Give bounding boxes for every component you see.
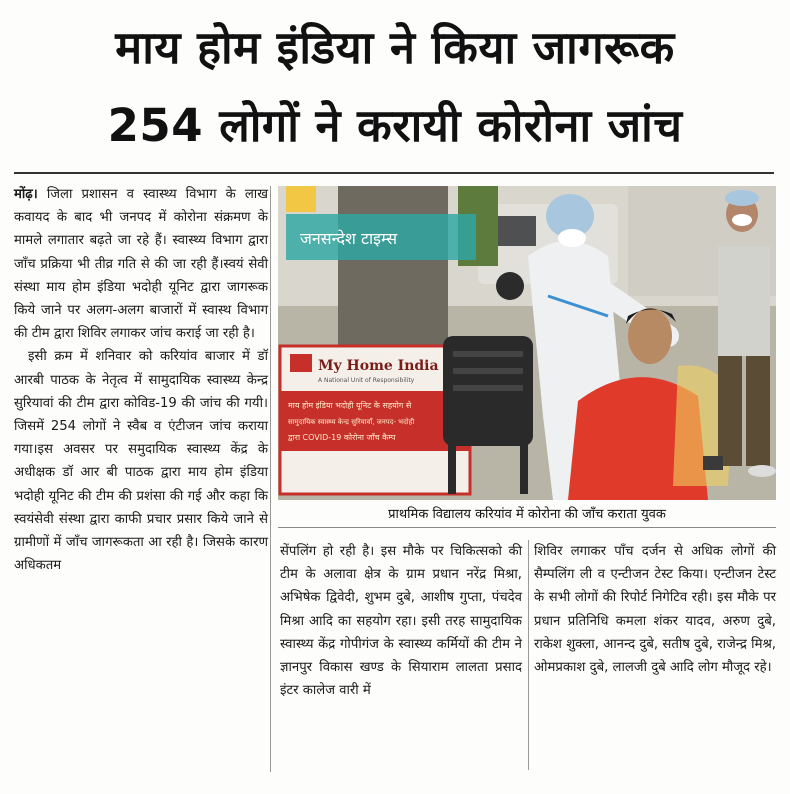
staff-shirt [718, 246, 770, 356]
banner-line-3: द्वारा COVID-19 कोरोना जाँच कैम्प [288, 433, 396, 442]
banner-line-1: माय होम इंडिया भदोही यूनिट के सहयोग से [288, 401, 412, 410]
dateline: मोंढ़। [14, 187, 38, 202]
headline-line-2: 254 लोगों ने करायी कोरोना जांच [107, 99, 683, 152]
article-paragraph-3: सेंपलिंग हो रही है। इस मौके पर चिकित्सको की टीम के अलावा क्षेत्र के ग्राम प्रधान नरेंद्र मिश्रा, अभिषेक द्विवेदी, शुभम दुबे, आशीष गुप्ता, पंचदेव मिश्रा आदि का सहयोग रहा। इसी तरह सामुदायिक स्वास्थ्य केंद्र गोपीगंज के स्वास्थ्य कर्मियों की टीम ने ज्ञानपुर विकास खण्ड के सियाराम लालता प्रसाद इंटर कालेज वारी में [280, 544, 522, 699]
staff-trouser [718, 356, 742, 466]
chair-slat [453, 351, 523, 357]
chair-slat [453, 385, 523, 391]
article-column-3 [534, 540, 776, 770]
banner-logo [290, 354, 312, 372]
jeep-wheel [496, 272, 524, 300]
young-man-face [628, 308, 672, 364]
column-rule-2 [528, 540, 529, 770]
news-photo [278, 186, 776, 500]
staff-mask [732, 214, 752, 226]
news-photo-illustration [278, 186, 776, 500]
staff-shoe [703, 456, 723, 470]
staff-trouser [746, 356, 770, 466]
chair-leg [448, 444, 456, 494]
article-column-1 [14, 183, 268, 773]
watermark-text: जनसन्देश टाइम्स [300, 229, 398, 248]
banner-line-2: सामुदायिक स्वास्थ्य केन्द्र सुरियावाँ, जनपद- भदोही [288, 418, 415, 426]
tree-trunk [338, 186, 448, 356]
article-column-2 [280, 540, 522, 770]
article-paragraph-2: इसी क्रम में शनिवार को करियांव बाजार में डॉ आरबी पाठक के नेतृत्व में सामुदायिक स्वास्थ्य केन्द्र सुरियावां की टीम द्वारा कोविड-19 की जांच की गयी।जिसमें 254 लोगों ने स्वैब व एंटीजन जांच कराया गया।इस अवसर पर समुदायिक स्वास्थ्य केंद्र के अधीक्षक डॉ आर बी पाठक द्वारा माय होम इंडिया भदोही यूनिट की टीम की प्रशंसा की गई और कहा कि स्वयंसेवी संस्था द्वारा काफी प्रचार प्रसार किये जाने से ग्रामीणों में जाँच जागरूकता आ रही है। जिसके कारण अधिकतम [14, 349, 268, 574]
chair-leg [520, 444, 528, 494]
article-paragraph-4: शिविर लगाकर पाँच दर्जन से अधिक लोगों की सैम्पलिंग ली व एन्टीजन टेस्ट किया। एन्टीजन टेस्ट के सभी लोगों की रिपोर्ट निगेटिव रही। इस मौके पर प्रधान प्रतिनिधि कमला शंकर यादव, अरुण दुबे, राकेश शुक्ला, आनन्द दुबे, सतीष दुबे, राजेन्द्र मिश्र, ओमप्रकाश दुबे, लालजी दुबे आदि लोग मौजूद रहे। [534, 544, 776, 676]
poster [286, 186, 316, 212]
health-worker-mask [558, 229, 586, 247]
banner-title: My Home India [318, 358, 439, 374]
article-paragraph-1-text: जिला प्रशासन व स्वास्थ्य विभाग के लाख कवायद के बाद भी जनपद में कोरोना संक्रमण के मामले लगातार बढ़ते जा रहे हैं। स्वास्थ्य विभाग द्वारा जाँच प्रक्रिया भी तीव्र गति से की जा रही हैं।स्वयं सेवी संस्था माय होम इंडिया भदोही यूनिट द्वारा जागरूक किये जाने पर अलग-अलग बाजारों में स्वास्थ विभाग की टीम द्वारा शिविर लगाकर जांच कराई जा रही है। [14, 187, 268, 342]
column-rule-1 [270, 186, 271, 772]
photo-caption: प्राथमिक विद्यालय करियांव में कोरोना की जाँच कराता युवक [388, 507, 666, 522]
headline-line-1: माय होम इंडिया ने किया जागरूक [115, 21, 675, 74]
staff-cap [725, 190, 759, 206]
headline-divider [14, 172, 774, 174]
chair-slat [453, 368, 523, 374]
article-paragraph-1 [14, 183, 268, 345]
staff-shoe [748, 465, 776, 477]
caption-rule [278, 527, 776, 528]
banner-tagline: A National Unit of Responsibility [318, 377, 415, 384]
